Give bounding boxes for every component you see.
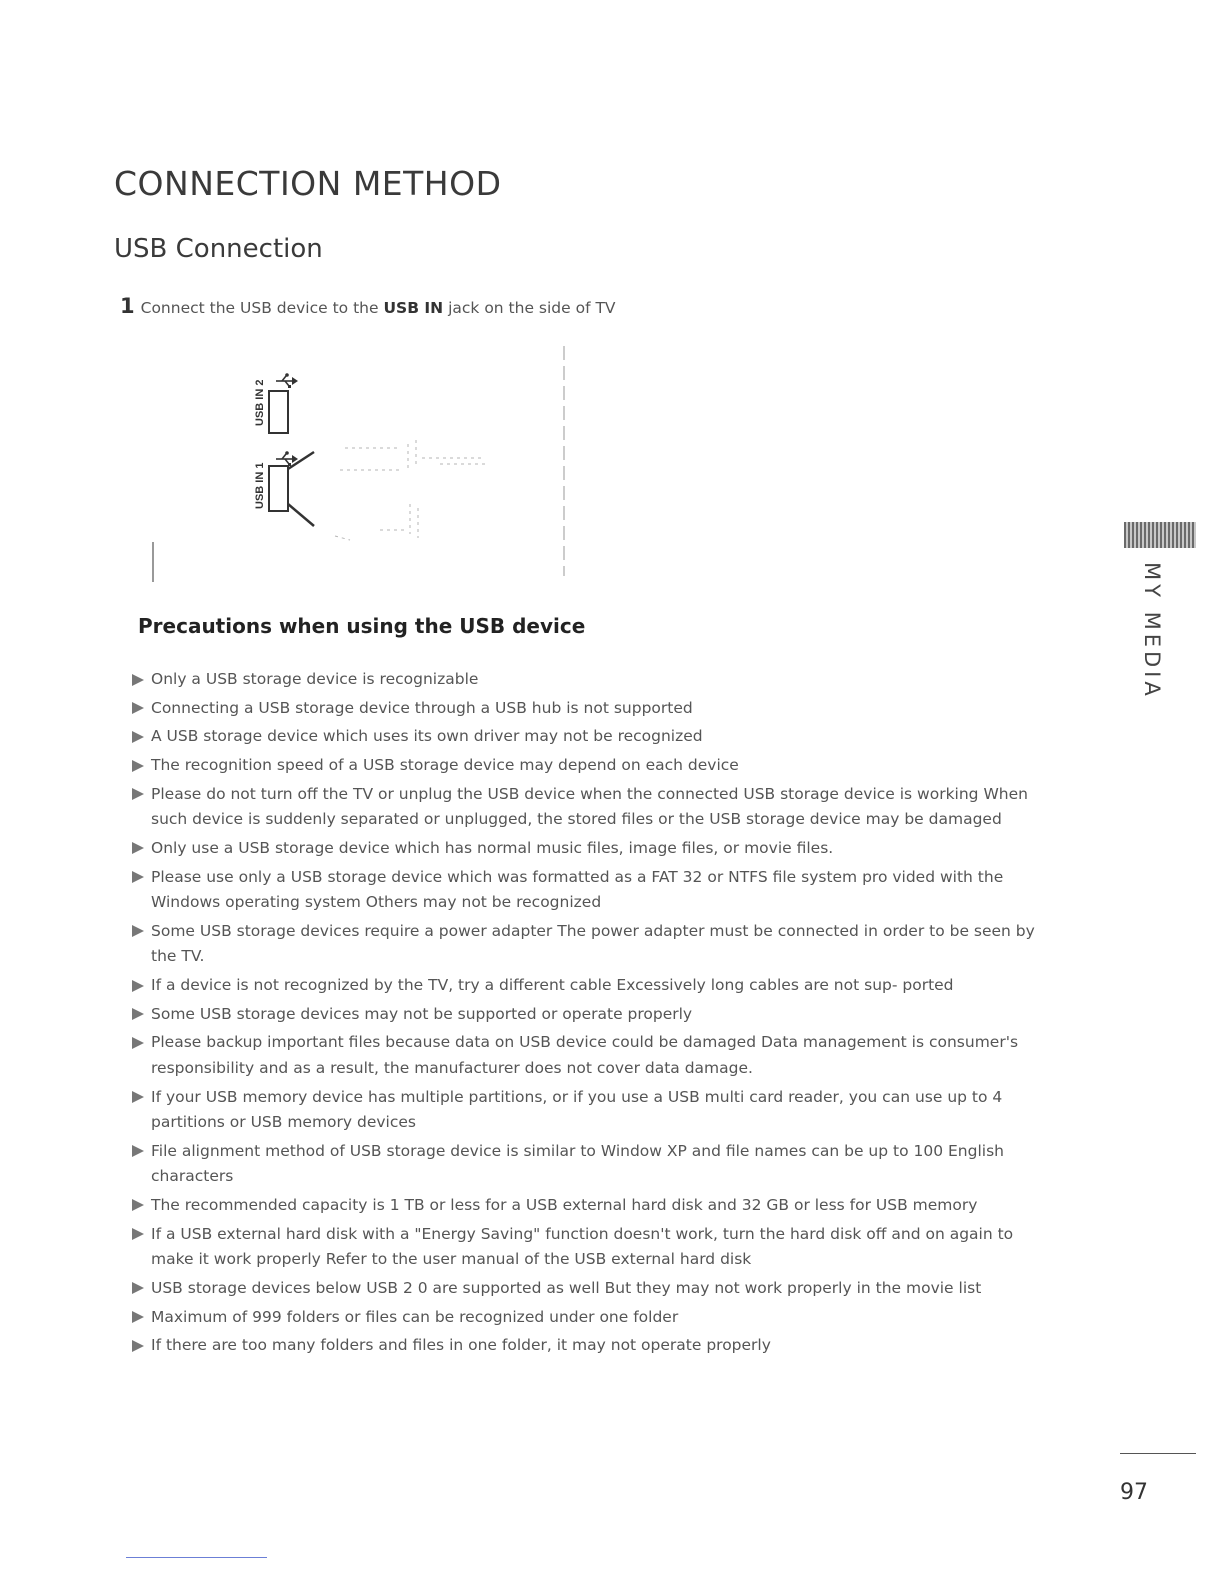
step-instruction — [120, 294, 616, 318]
list-item: A USB storage device which uses its own driver may not be recognized — [130, 724, 1055, 750]
list-item: If your USB memory device has multiple partitions, or if you use a USB multi card reader, you can use up to 4 partitions or USB memory devices — [130, 1085, 1055, 1136]
list-item: Please use only a USB storage device which was formatted as a FAT 32 or NTFS file system pro vided with the Windows operating system Others may not be recognized — [130, 865, 1055, 916]
arrow-bullet-icon — [132, 1145, 144, 1157]
usb-device-outline — [335, 440, 485, 540]
precautions-title: Precautions when using the USB device — [138, 614, 586, 638]
list-item: File alignment method of USB storage device is similar to Window XP and file names can be up to 100 English characters — [130, 1139, 1055, 1190]
list-item: Some USB storage devices require a power adapter The power adapter must be connected in order to be seen by the TV. — [130, 919, 1055, 970]
list-item: USB storage devices below USB 2 0 are supported as well But they may not work properly in the movie list — [130, 1276, 1055, 1302]
step-number: 1 — [120, 294, 135, 318]
arrow-bullet-icon — [132, 1037, 144, 1049]
list-item: The recommended capacity is 1 TB or less for a USB external hard disk and 32 GB or less for USB memory — [130, 1193, 1055, 1219]
list-item: The recognition speed of a USB storage device may depend on each device — [130, 753, 1055, 779]
arrow-bullet-icon — [132, 760, 144, 772]
arrow-bullet-icon — [132, 1340, 144, 1352]
usb-in-2-label: USB IN 2 — [254, 379, 266, 426]
usb-in-1-label: USB IN 1 — [254, 462, 266, 509]
list-item: Only a USB storage device is recognizable — [130, 667, 1055, 693]
list-item: Some USB storage devices may not be supported or operate properly — [130, 1002, 1055, 1028]
list-item: Maximum of 999 folders or files can be recognized under one folder — [130, 1305, 1055, 1331]
step-text-after: jack on the side of TV — [443, 299, 616, 317]
list-item: If a USB external hard disk with a "Energy Saving" function doesn't work, turn the hard disk off and on again to make it work properly Refer to the user manual of the USB external hard disk — [130, 1222, 1055, 1273]
page-number: 97 — [1120, 1480, 1148, 1505]
usb-port-2 — [269, 391, 288, 433]
arrow-bullet-icon — [132, 1311, 144, 1323]
list-item: Please do not turn off the TV or unplug the USB device when the connected USB storage device is working When such device is suddenly separated or unplugged, the stored files or the USB storage device may be damaged — [130, 782, 1055, 833]
arrow-bullet-icon — [132, 871, 144, 883]
usb-connection-diagram — [140, 344, 580, 588]
arrow-bullet-icon — [132, 1008, 144, 1020]
section-tab-marker — [1124, 522, 1196, 548]
step-text-before: Connect the USB device to the — [140, 299, 384, 317]
arrow-bullet-icon — [132, 980, 144, 992]
page-title: CONNECTION METHOD — [114, 164, 502, 203]
list-item: Please backup important files because data on USB device could be damaged Data management is consumer's responsibility and as a result, the manufacturer does not cover data damage. — [130, 1030, 1055, 1081]
arrow-bullet-icon — [132, 731, 144, 743]
arrow-bullet-icon — [132, 1199, 144, 1211]
step-text-bold: USB IN — [383, 299, 444, 317]
arrow-bullet-icon — [132, 842, 144, 854]
arrow-bullet-icon — [132, 1228, 144, 1240]
precautions-list — [130, 667, 1055, 1362]
arrow-bullet-icon — [132, 925, 144, 937]
section-tab-label: MY MEDIA — [1140, 562, 1164, 700]
arrow-bullet-icon — [132, 788, 144, 800]
list-item: If there are too many folders and files in one folder, it may not operate properly — [130, 1333, 1055, 1359]
arrow-bullet-icon — [132, 1091, 144, 1103]
usb-port-1 — [269, 466, 288, 511]
list-item: Connecting a USB storage device through a USB hub is not supported — [130, 696, 1055, 722]
arrow-bullet-icon — [132, 674, 144, 686]
arrow-bullet-icon — [132, 702, 144, 714]
arrow-bullet-icon — [132, 1282, 144, 1294]
usb-symbol-icon — [276, 373, 298, 388]
list-item: Only use a USB storage device which has normal music files, image files, or movie files. — [130, 836, 1055, 862]
section-title: USB Connection — [114, 234, 323, 264]
list-item: If a device is not recognized by the TV, try a different cable Excessively long cables are not sup- ported — [130, 973, 1055, 999]
footer-rule — [126, 1557, 267, 1558]
page-number-rule — [1120, 1453, 1196, 1454]
